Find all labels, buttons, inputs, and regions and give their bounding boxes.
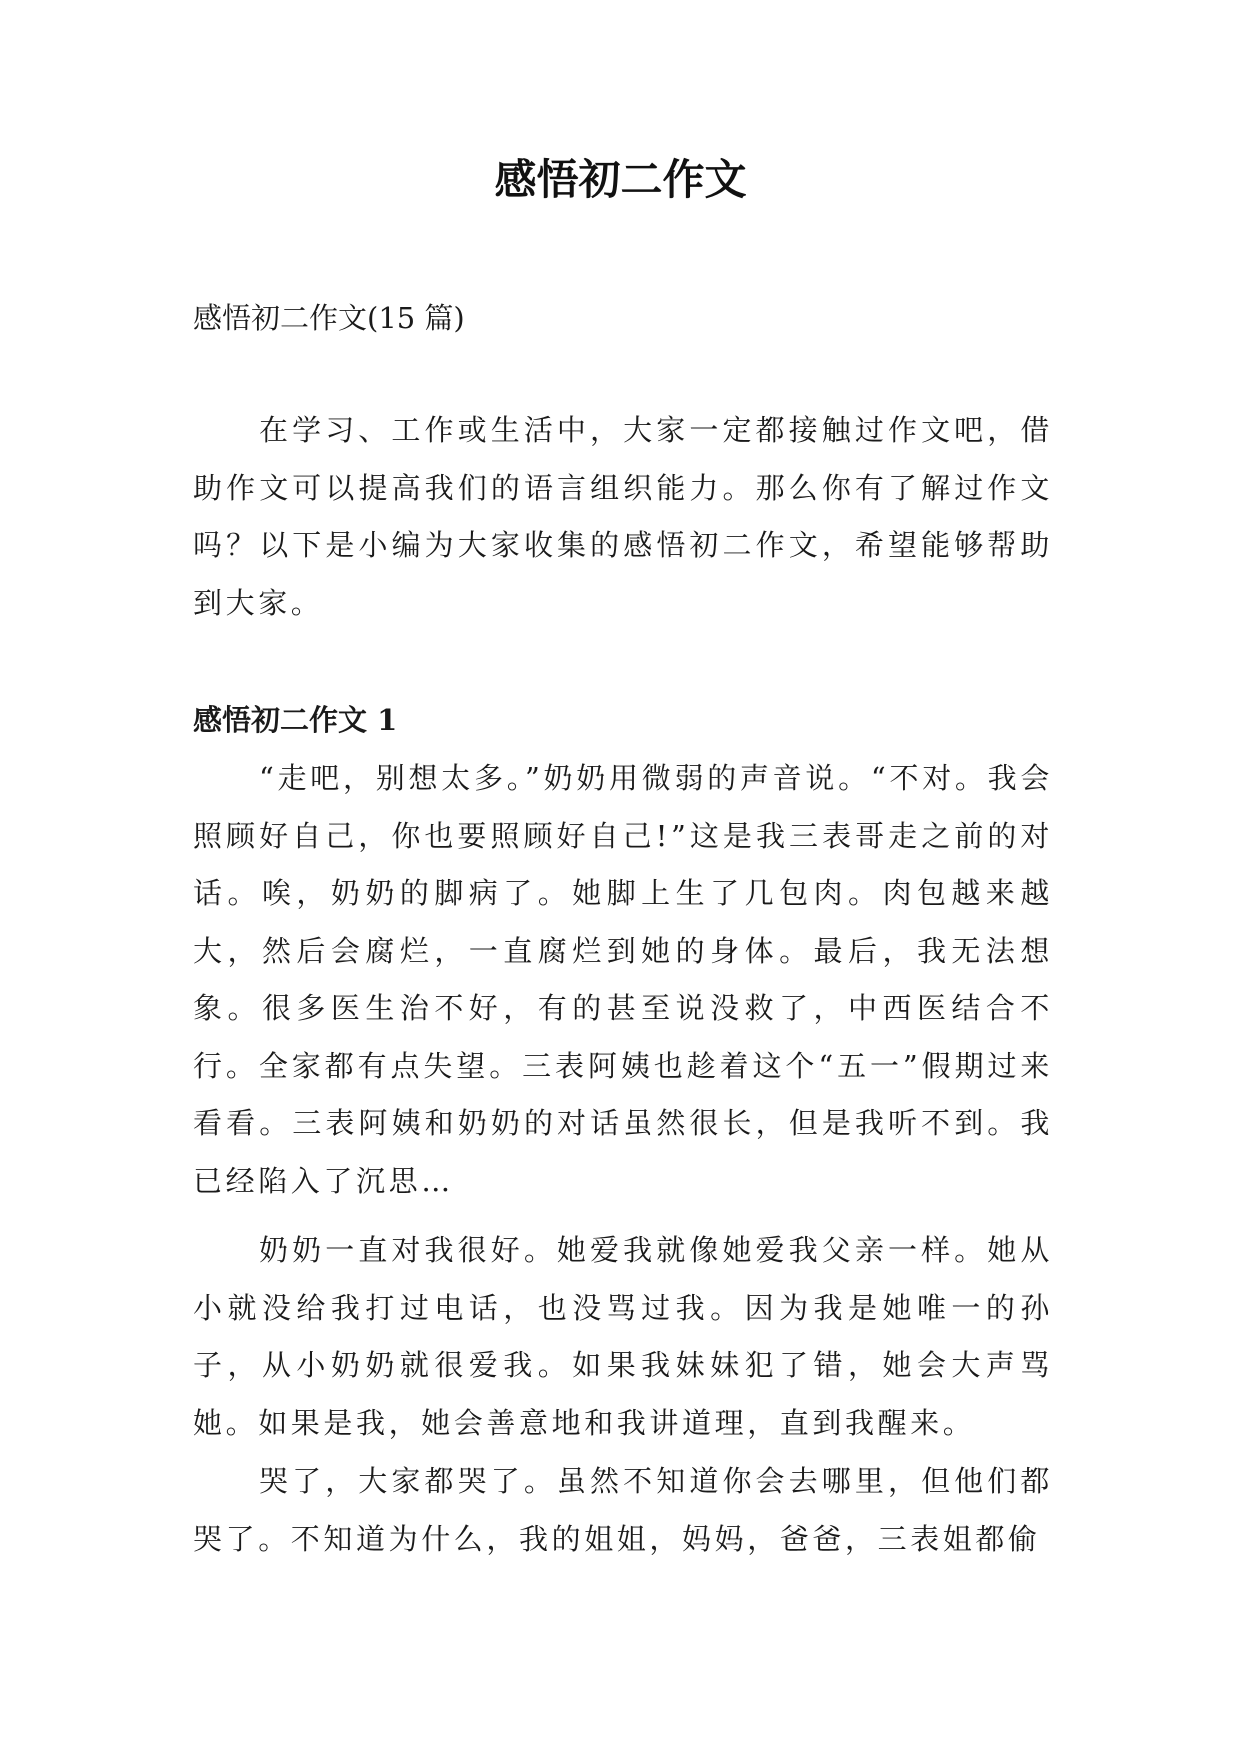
body-paragraph-1: “走吧，别想太多。”奶奶用微弱的声音说。“不对。我会照顾好自己，你也要照顾好自己!”这是我三表哥走之前的对话。唉，奶奶的脚病了。她脚上生了几包肉。肉包越来越大，然后会腐烂，一直腐烂到她的身体。最后，我无法想象。很多医生治不好，有的甚至说没救了，中西医结合不行。全家都有点失望。三表阿姨也趁着这个“五一”假期过来看看。三表阿姨和奶奶的对话虽然很长，但是我听不到。我已经陷入了沉思… [193, 761, 1053, 1198]
document-title: 感悟初二作文 [494, 155, 747, 204]
intro-paragraph: 在学习、工作或生活中，大家一定都接触过作文吧，借助作文可以提高我们的语言组织能力。那么你有了解过作文吗？以下是小编为大家收集的感悟初二作文，希望能够帮助到大家。 [193, 413, 1053, 620]
section-heading: 感悟初二作文 1 [193, 703, 398, 737]
body-paragraph-3: 哭了，大家都哭了。虽然不知道你会去哪里，但他们都哭了。不知道为什么，我的姐姐，妈妈，爸爸，三表姐都偷 [193, 1464, 1053, 1556]
body-paragraph-2: 奶奶一直对我很好。她爱我就像她爱我父亲一样。她从小就没给我打过电话，也没骂过我。因为我是她唯一的孙子，从小奶奶就很爱我。如果我妹妹犯了错，她会大声骂她。如果是我，她会善意地和我讲道理，直到我醒来。 [193, 1233, 1053, 1440]
document-subtitle: 感悟初二作文(15 篇) [193, 301, 465, 335]
